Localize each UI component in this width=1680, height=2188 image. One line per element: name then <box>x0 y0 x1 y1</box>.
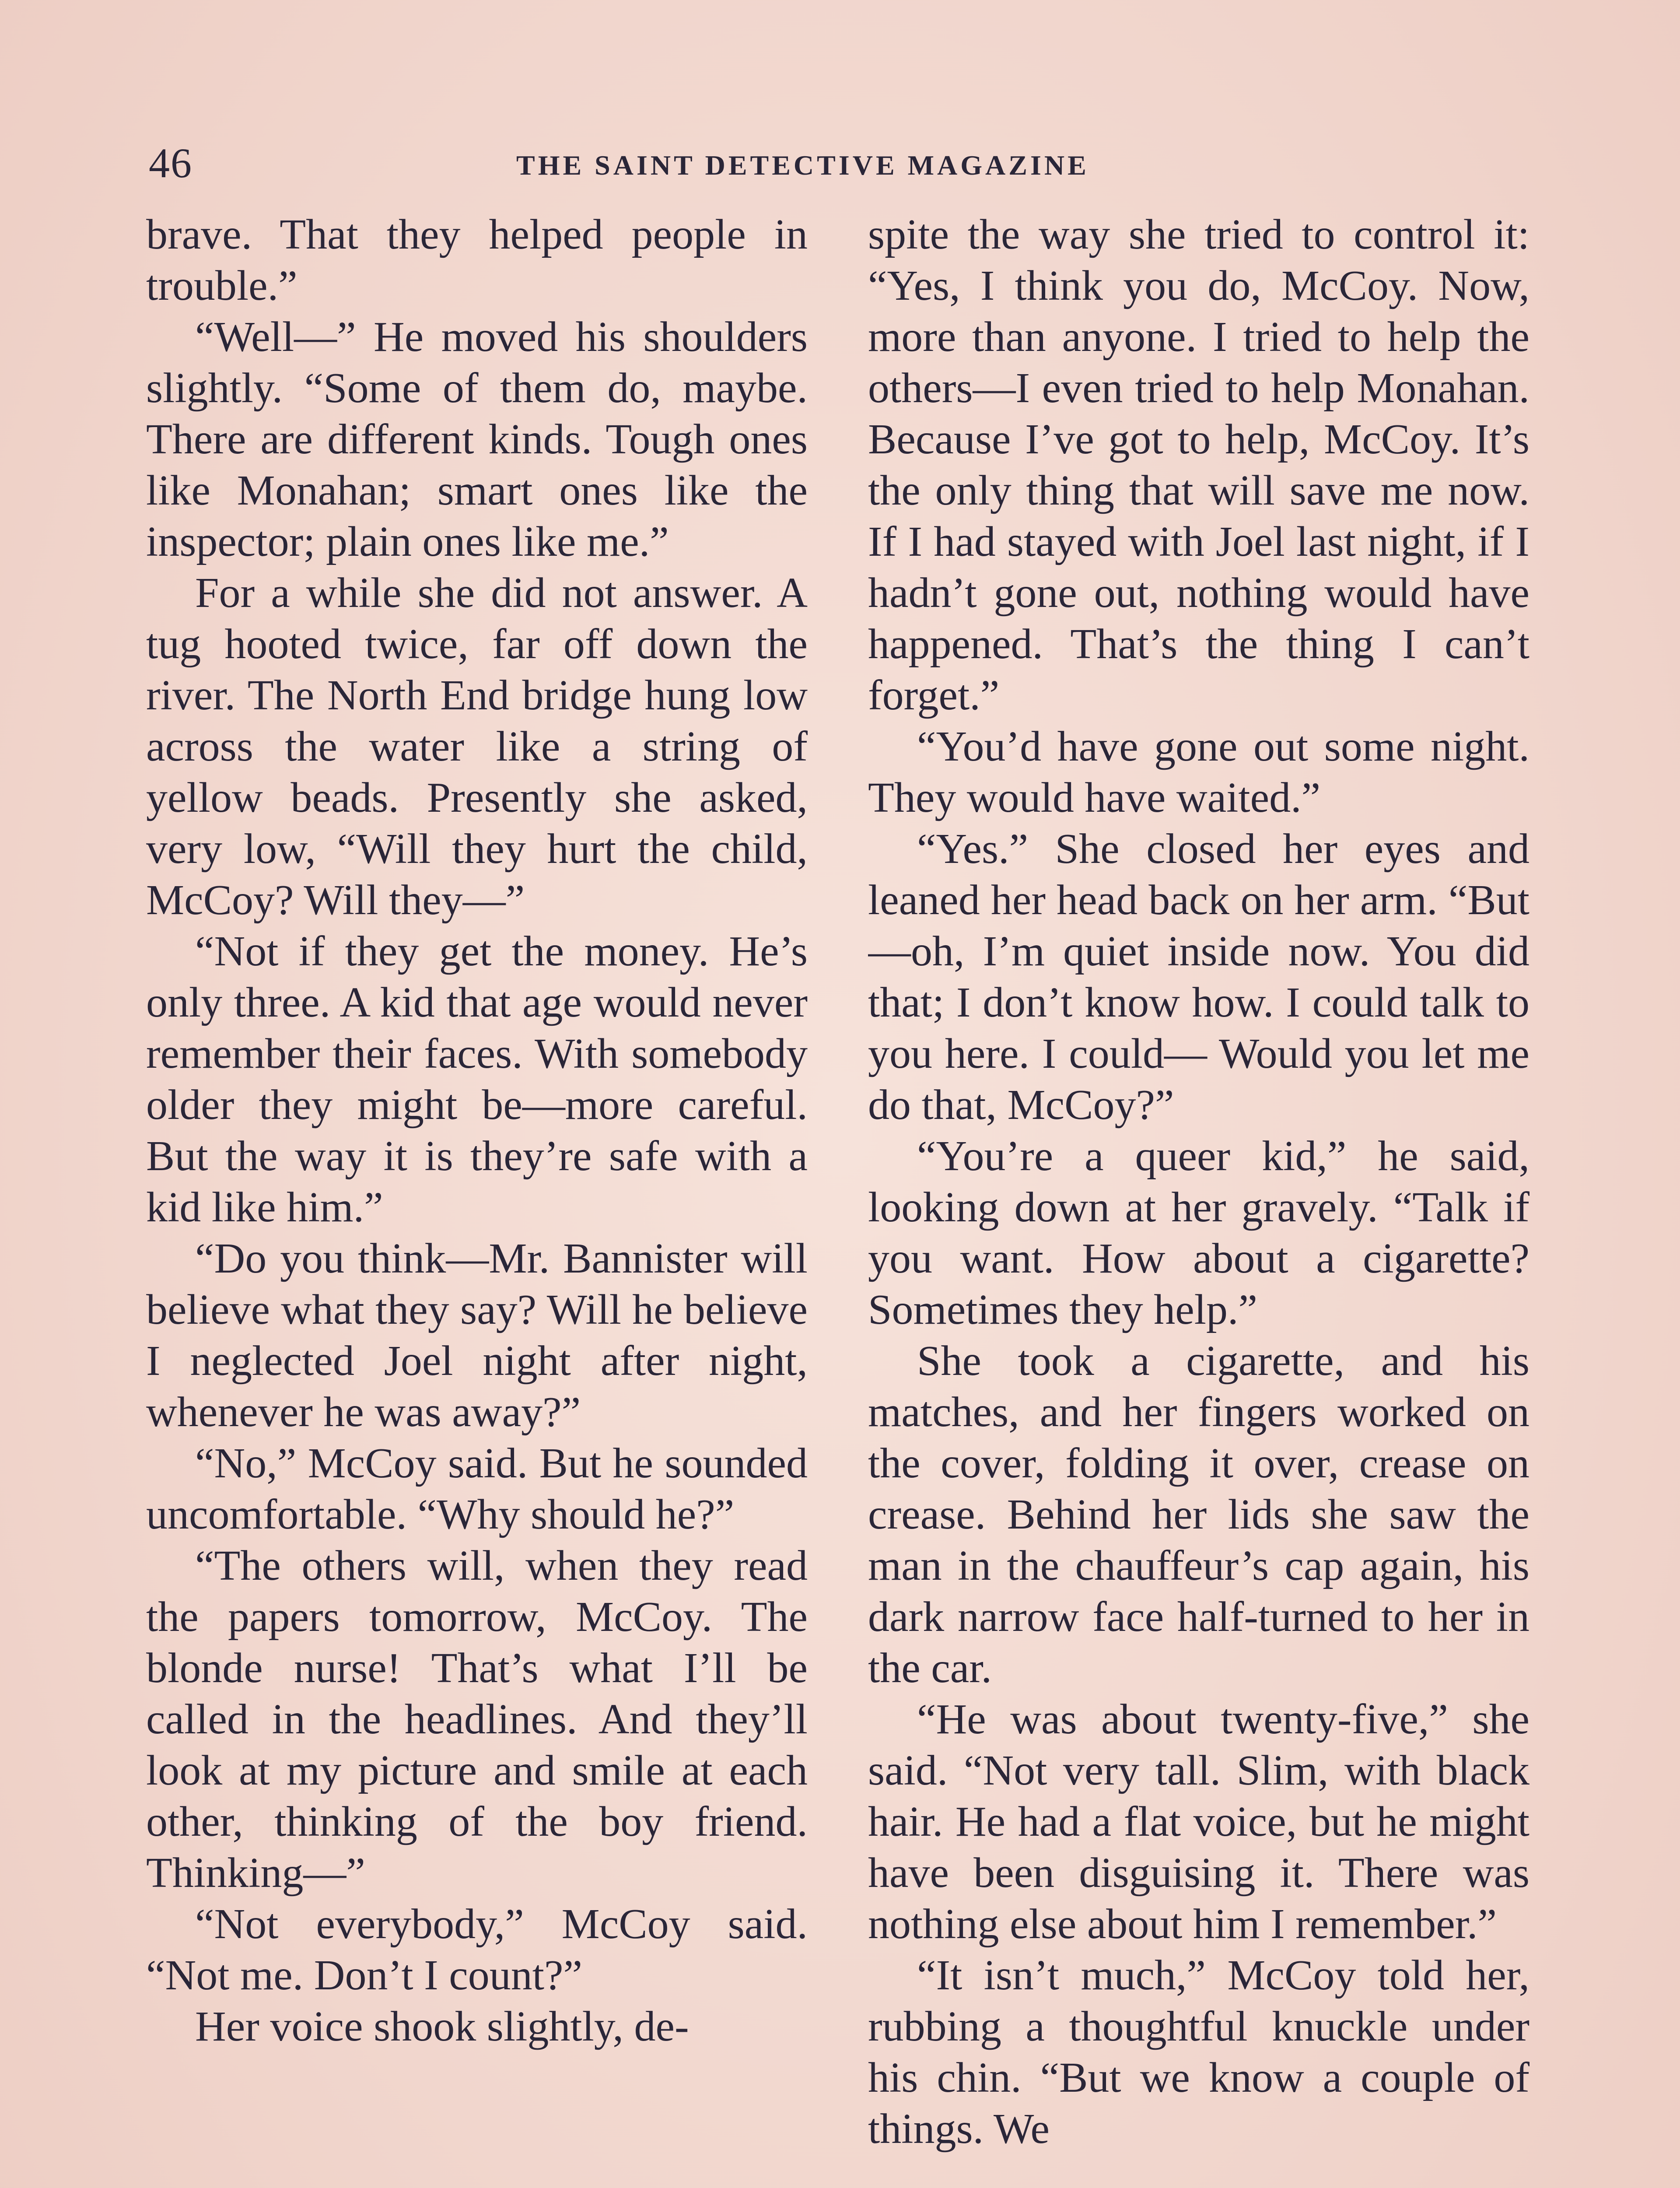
right-column <box>868 209 1530 2188</box>
paragraph: “Do you think—Mr. Bannister will believe what they say? Will he believe I neglected Joel night after night, whenever he was away?” <box>146 1235 808 1436</box>
running-title: THE SAINT DETECTIVE MAGAZINE <box>516 150 1089 181</box>
paragraph: spite the way she tried to control it: “Yes, I think you do, McCoy. Now, more than anyone. I tried to help the others—I even tried to help Monahan. Because I’ve got to help, McCoy. It’s the only thing that will save me now. If I had stayed with Joel last night, if I hadn’t gone out, nothing would have happened. That’s the thing I can’t forget.” <box>868 211 1530 719</box>
left-column <box>146 209 808 2188</box>
paragraph: “It isn’t much,” McCoy told her, rubbing a thoughtful knuckle under his chin. “But we know a couple of things. We <box>868 1952 1530 2153</box>
paragraph: She took a cigarette, and his matches, and her fingers worked on the cover, folding it over, crease on crease. Behind her lids she saw the man in the chauffeur’s cap again, his dark narrow face half-turned to her in the car. <box>868 1337 1530 1692</box>
paragraph: For a while she did not answer. A tug hooted twice, far off down the river. The North End bridge hung low across the water like a string of yellow beads. Presently she asked, very low, “Will they hurt the child, McCoy? Will they—” <box>146 569 808 924</box>
paragraph: “Well—” He moved his shoulders slightly. “Some of them do, maybe. There are different kinds. Tough ones like Monahan; smart ones like the inspector; plain ones like me.” <box>146 313 808 565</box>
paragraph: “He was about twenty-five,” she said. “Not very tall. Slim, with black hair. He had a flat voice, but he might have been disguising it. There was nothing else about him I remember.” <box>868 1696 1530 1948</box>
page-number: 46 <box>149 140 192 186</box>
paragraph: brave. That they helped people in trouble.” <box>146 211 808 309</box>
paragraph: “Yes.” She closed her eyes and leaned her head back on her arm. “But—oh, I’m quiet inside now. You did that; I don’t know how. I could talk to you here. I could— Would you let me do that, McCoy?” <box>868 825 1530 1129</box>
paragraph: “You’d have gone out some night. They would have waited.” <box>868 723 1530 821</box>
paragraph: Her voice shook slightly, de- <box>195 2003 689 2050</box>
paragraph: “Not if they get the money. He’s only three. A kid that age would never remember their faces. With somebody older they might be—more careful. But the way it is they’re safe with a kid like him.” <box>146 928 808 1231</box>
paragraph: “You’re a queer kid,” he said, looking down at her gravely. “Talk if you want. How about a cigarette? Sometimes they help.” <box>868 1133 1530 1333</box>
page-header <box>149 139 1540 187</box>
paragraph: “Not everybody,” McCoy said. “Not me. Don’t I count?” <box>146 1900 808 1999</box>
paragraph: “The others will, when they read the papers tomorrow, McCoy. The blonde nurse! That’s what I’ll be called in the headlines. And they’ll look at my picture and smile at each other, thinking of the boy friend. Thinking—” <box>146 1542 808 1897</box>
paragraph: “No,” McCoy said. But he sounded uncomfortable. “Why should he?” <box>146 1440 808 1538</box>
